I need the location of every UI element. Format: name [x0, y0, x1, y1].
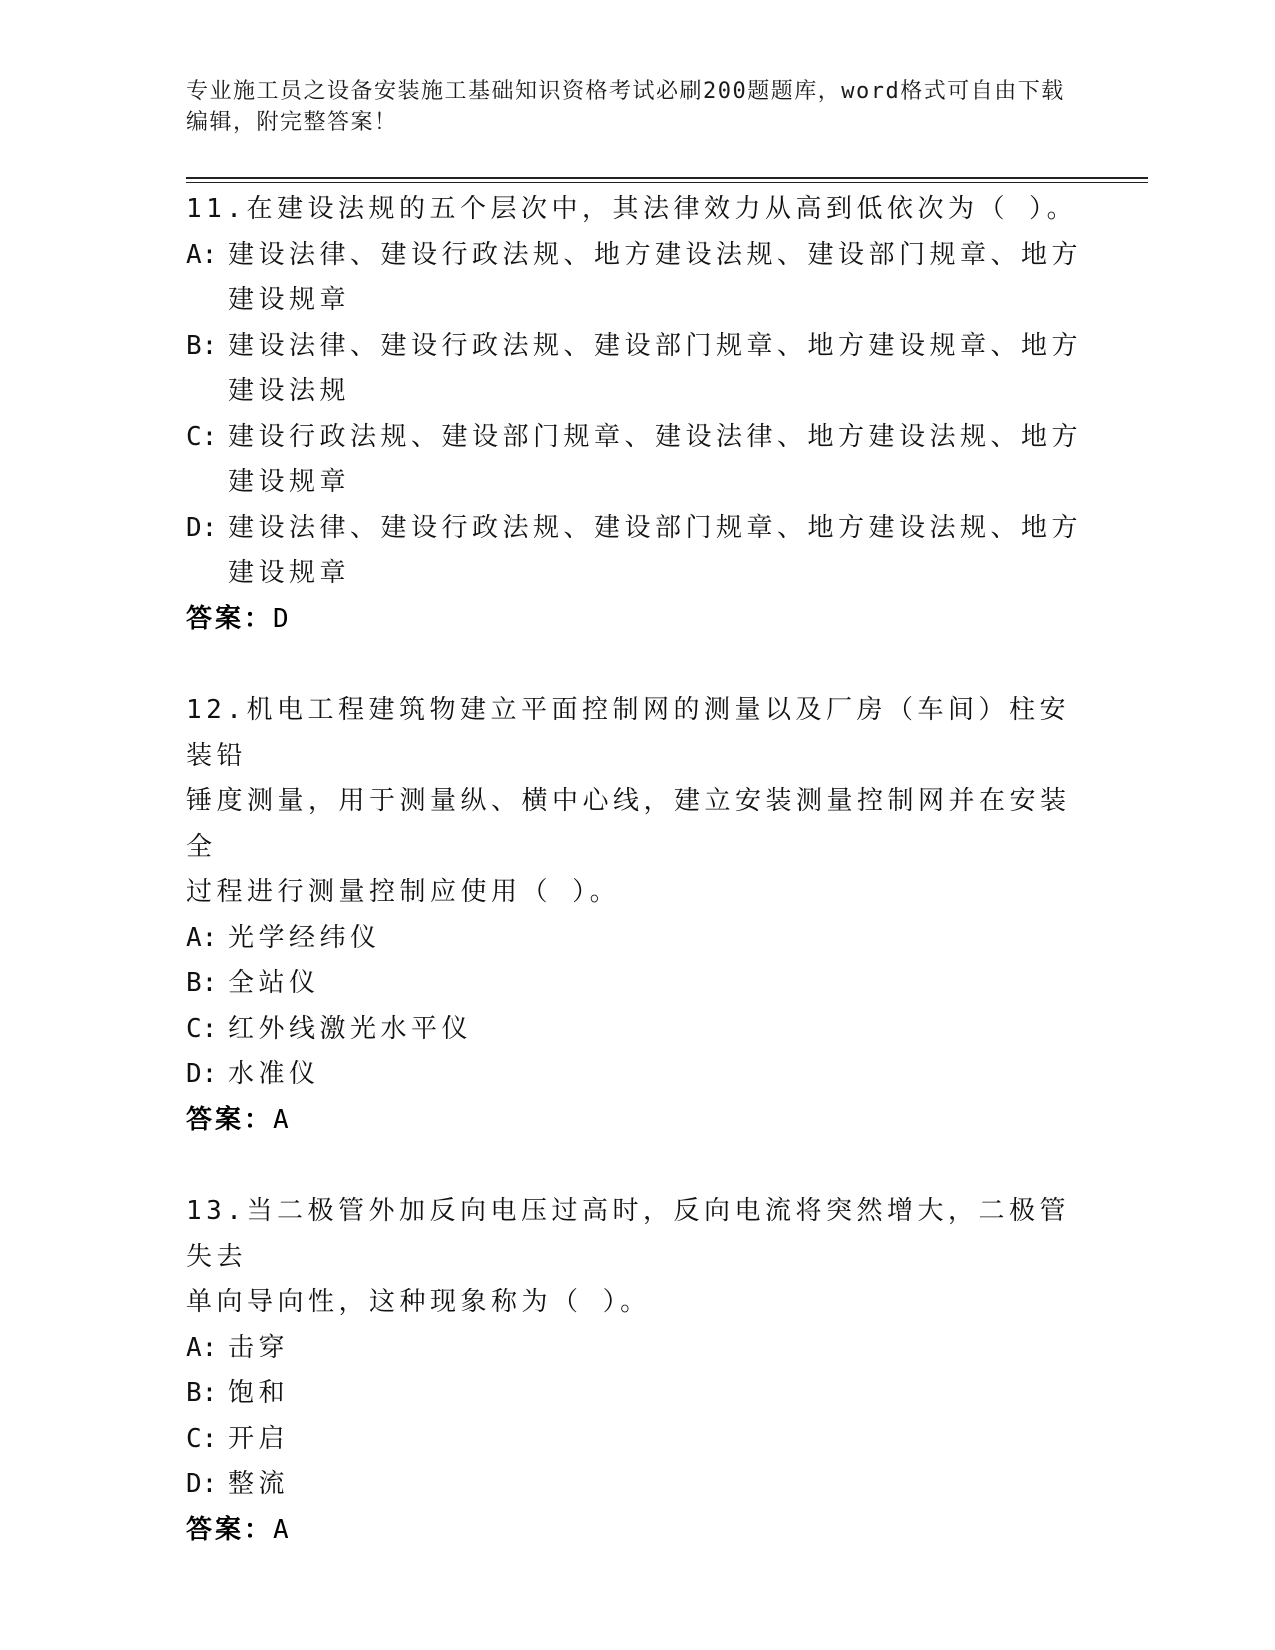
answer-value: A — [273, 1514, 291, 1545]
option-text: 饱和 — [228, 1378, 290, 1408]
option-b — [186, 961, 1086, 1007]
option-d — [186, 506, 1086, 597]
option-key: A: — [186, 1332, 218, 1363]
option-c — [186, 1417, 1086, 1463]
page-header: 专业施工员之设备安装施工基础知识资格考试必刷200题题库，word格式可自由下载编辑，附完整答案！ — [186, 79, 1065, 135]
answer-value: A — [273, 1104, 291, 1135]
option-key: B: — [186, 330, 218, 361]
option-text: 红外线激光水平仪 — [228, 1013, 473, 1044]
option-a — [186, 233, 1086, 324]
answer-value: D — [273, 603, 291, 634]
question-13 — [186, 1189, 1086, 1553]
question-stem-line-1: 13.当二极管外加反向电压过高时，反向电流将突然增大，二极管失去 — [186, 1196, 1070, 1272]
option-d — [186, 1052, 1086, 1098]
option-key: D: — [186, 1469, 218, 1499]
option-text: 建设法律、建设行政法规、地方建设法规、建设部门规章、地方建设规章 — [228, 239, 1083, 315]
option-c — [186, 415, 1086, 506]
question-11 — [186, 187, 1086, 642]
option-d — [186, 1462, 1086, 1508]
option-text: 建设法律、建设行政法规、建设部门规章、地方建设规章、地方建设法规 — [228, 330, 1083, 406]
answer-label: 答案： — [186, 603, 274, 634]
option-text: 击穿 — [228, 1332, 290, 1363]
answer-label: 答案： — [186, 1514, 274, 1545]
option-key: B: — [186, 968, 218, 998]
option-key: C: — [186, 421, 218, 452]
option-key: A: — [186, 239, 218, 270]
option-a — [186, 1326, 1086, 1372]
option-text: 光学经纬仪 — [228, 922, 381, 953]
question-stem-line-2: 单向导向性，这种现象称为（ ）。 — [186, 1287, 651, 1317]
option-key: A: — [186, 922, 218, 953]
option-key: D: — [186, 1059, 218, 1089]
option-key: D: — [186, 512, 218, 543]
question-12 — [186, 688, 1086, 1143]
option-key: B: — [186, 1378, 218, 1408]
question-stem-line-1: 12.机电工程建筑物建立平面控制网的测量以及厂房（车间）柱安装铅 — [186, 695, 1070, 771]
answer-line — [186, 597, 1086, 643]
question-stem: 11.在建设法规的五个层次中，其法律效力从高到低依次为（ ）。 — [186, 194, 1078, 224]
option-text: 水准仪 — [228, 1059, 320, 1089]
option-text: 开启 — [228, 1423, 290, 1454]
option-text: 建设行政法规、建设部门规章、建设法律、地方建设法规、地方建设规章 — [228, 421, 1083, 497]
header-rule-thick — [186, 177, 1148, 179]
header-rule-thin — [186, 182, 1148, 183]
option-text: 全站仪 — [228, 968, 320, 998]
question-stem-line-2: 锤度测量，用于测量纵、横中心线，建立安装测量控制网并在安装全 — [186, 786, 1071, 862]
option-a — [186, 916, 1086, 962]
question-list — [186, 187, 1086, 1599]
option-text: 建设法律、建设行政法规、建设部门规章、地方建设法规、地方建设规章 — [228, 512, 1083, 588]
option-text: 整流 — [228, 1469, 290, 1499]
option-b — [186, 324, 1086, 415]
answer-label: 答案： — [186, 1104, 274, 1135]
answer-line — [186, 1098, 1086, 1144]
option-key: C: — [186, 1013, 218, 1044]
option-key: C: — [186, 1423, 218, 1454]
answer-line — [186, 1508, 1086, 1554]
option-b — [186, 1371, 1086, 1417]
question-stem-line-3: 过程进行测量控制应使用（ ）。 — [186, 877, 621, 907]
option-c — [186, 1007, 1086, 1053]
